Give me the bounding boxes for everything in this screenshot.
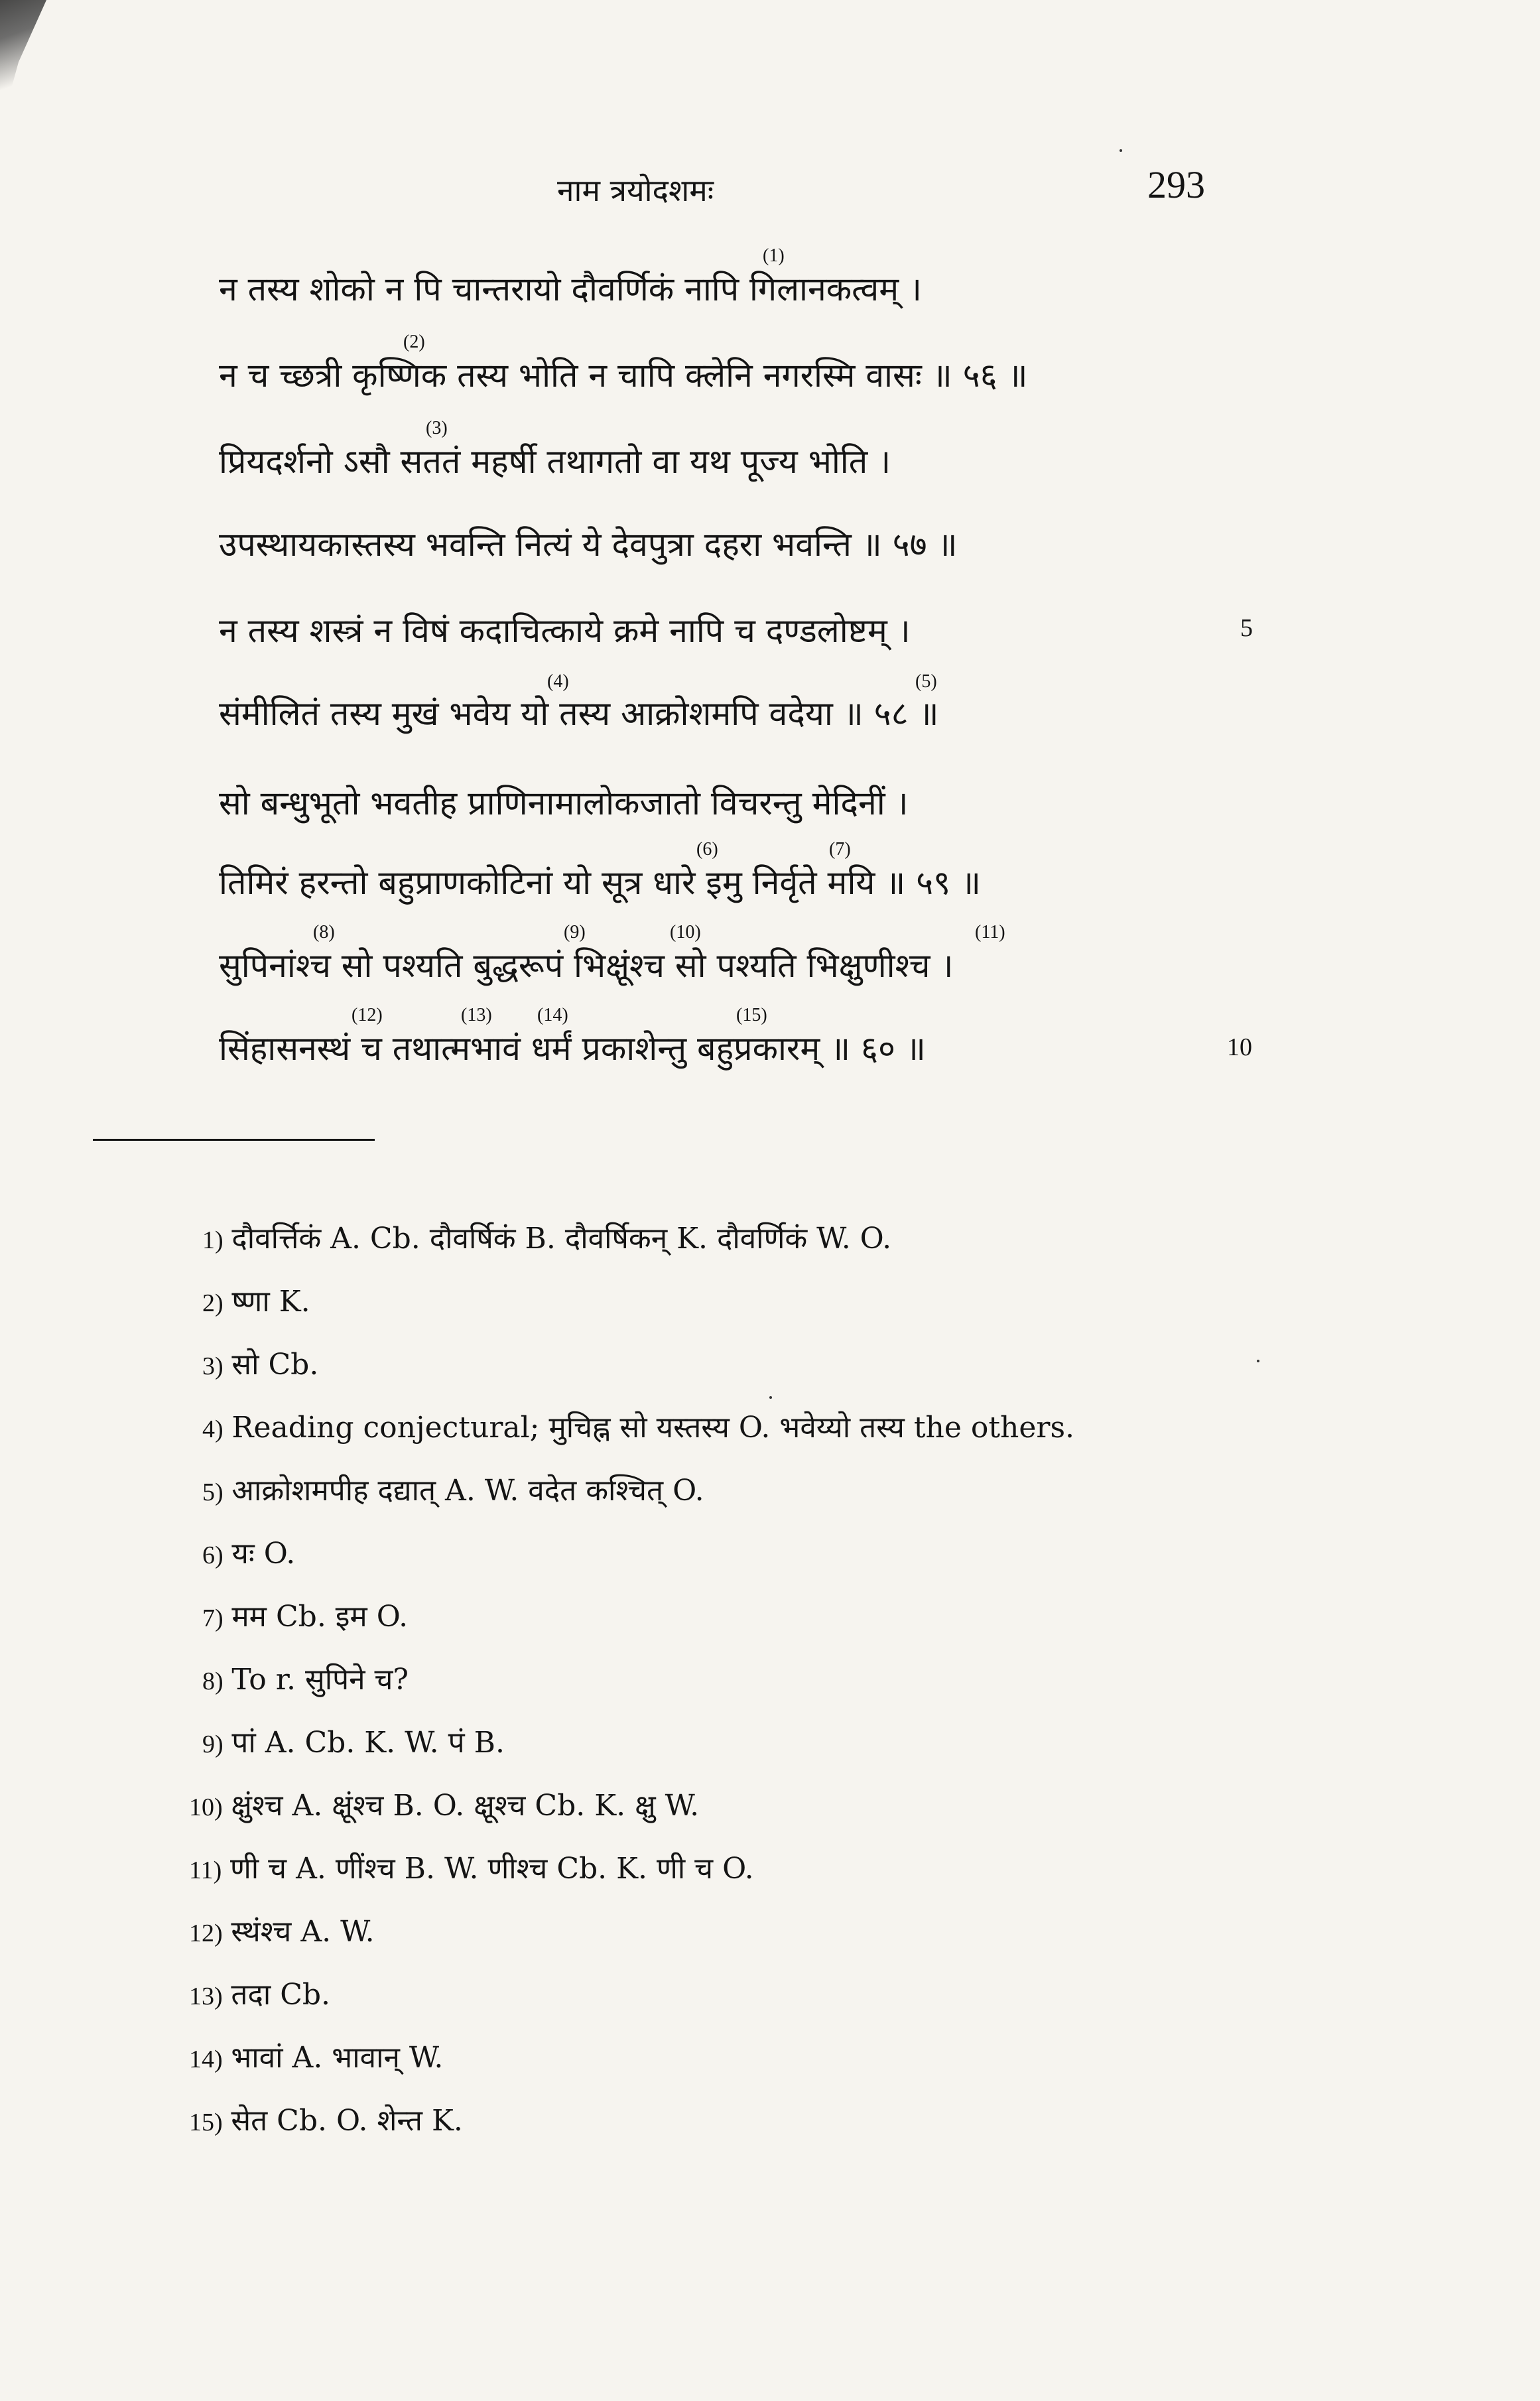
footnote-4: 4) Reading conjectural; मुचिह्न सो यस्तस्य O. भवेय्यो तस्य the others. — [202, 1411, 1075, 1445]
footnote-divider — [93, 1139, 375, 1141]
scan-speck — [1120, 149, 1122, 152]
verse-line-10: सिंहासनस्थं च तथात्मभावं धर्मं प्रकाशेन्तु बहुप्रकारम् ॥ ६० ॥ (12) (13) (14) (15) — [219, 1005, 926, 1068]
footnote-6: 6) यः O. — [202, 1537, 296, 1571]
scan-edge-mark — [0, 0, 46, 113]
footnote-marker-13: (13) — [461, 1005, 492, 1025]
footnote-marker-12: (12) — [352, 1005, 383, 1025]
footnote-15: 15) सेत Cb. O. शेन्त K. — [189, 2104, 463, 2138]
footnote-7: 7) मम Cb. इम O. — [202, 1600, 409, 1634]
footnote-marker-14: (14) — [537, 1005, 568, 1025]
footnote-marker-10: (10) — [670, 922, 701, 942]
verse-line-6: संमीलितं तस्य मुखं भवेय यो तस्य आक्रोशमपि वदेया ॥ ५८ ॥ (4) (5) — [219, 671, 939, 733]
footnote-12: 12) स्थंश्च A. W. — [189, 1915, 375, 1949]
verse-line-8: तिमिरं हरन्तो बहुप्राणकोटिनां यो सूत्र धारे इमु निर्वृते मयि ॥ ५९ ॥ (6) (7) — [219, 839, 981, 902]
footnote-5: 5) आक्रोशमपीह दद्यात् A. W. वदेत कश्चित् O. — [202, 1474, 704, 1508]
verse-line-4: उपस्थायकास्तस्य भवन्ति नित्यं ये देवपुत्रा दहरा भवन्ति ॥ ५७ ॥ — [219, 525, 958, 564]
verse-line-7: सो बन्धुभूतो भवतीह प्राणिनामालोकजातो विचरन्तु मेदिनीं । — [219, 784, 909, 822]
footnote-marker-2: (2) — [403, 332, 425, 352]
footnote-marker-6: (6) — [696, 839, 718, 860]
scan-speck — [769, 1396, 772, 1399]
footnote-marker-4: (4) — [547, 671, 569, 692]
footnote-11: 11) णी च A. णींश्च B. W. णीश्च Cb. K. णी च O. — [189, 1852, 754, 1886]
footnote-9: 9) पां A. Cb. K. W. पं B. — [202, 1726, 505, 1760]
footnote-marker-5: (5) — [915, 671, 937, 692]
footnote-2: 2) ष्णा K. — [202, 1285, 310, 1319]
verse-line-2: न च च्छत्री कृष्णिक तस्य भोति न चापि क्लेनि नगरस्मि वासः ॥ ५६ ॥ (2) — [219, 332, 1028, 395]
footnote-14: 14) भावां A. भावान् W. — [189, 2041, 444, 2075]
scan-speck — [1257, 1360, 1259, 1362]
footnote-marker-3: (3) — [426, 418, 448, 438]
footnote-marker-1: (1) — [763, 245, 785, 266]
footnote-13: 13) तदा Cb. — [189, 1978, 331, 2012]
footnote-marker-9: (9) — [564, 922, 586, 942]
footnote-1: 1) दौवर्त्तिकं A. Cb. दौवर्षिकं B. दौवर्षिकन् K. दौवर्णिकं W. O. — [202, 1222, 892, 1256]
footnote-8: 8) To r. सुपिने च? — [202, 1663, 409, 1697]
running-head: नाम त्रयोदशमः — [557, 172, 714, 208]
verse-line-3: प्रियदर्शनो ऽसौ सततं महर्षी तथागतो वा यथ पूज्य भोति । (3) — [219, 418, 891, 481]
footnote-marker-11: (11) — [975, 922, 1005, 942]
footnote-marker-15: (15) — [736, 1005, 767, 1025]
line-number-10: 10 — [1227, 1033, 1252, 1061]
verse-line-9: सुपिनांश्च सो पश्यति बुद्धरूपं भिक्षूंश्च सो पश्यति भिक्षुणीश्च । (8) (9) (10) (11) — [219, 922, 1005, 985]
verse-line-1: न तस्य शोको न पि चान्तरायो दौवर्णिकं नापि गिलानकत्वम् । (1) — [219, 245, 922, 308]
page-header — [0, 163, 1540, 222]
footnote-marker-7: (7) — [829, 839, 851, 860]
footnote-10: 10) क्षुंश्च A. क्षूंश्च B. O. क्षूश्च Cb. K. क्षु W. — [189, 1789, 700, 1823]
footnote-marker-8: (8) — [313, 922, 335, 942]
line-number-5: 5 — [1240, 614, 1253, 642]
page-number: 293 — [1147, 163, 1205, 206]
footnote-3: 3) सो Cb. — [202, 1348, 319, 1382]
verse-line-5: न तस्य शस्त्रं न विषं कदाचित्काये क्रमे नापि च दण्डलोष्टम् । — [219, 612, 911, 650]
